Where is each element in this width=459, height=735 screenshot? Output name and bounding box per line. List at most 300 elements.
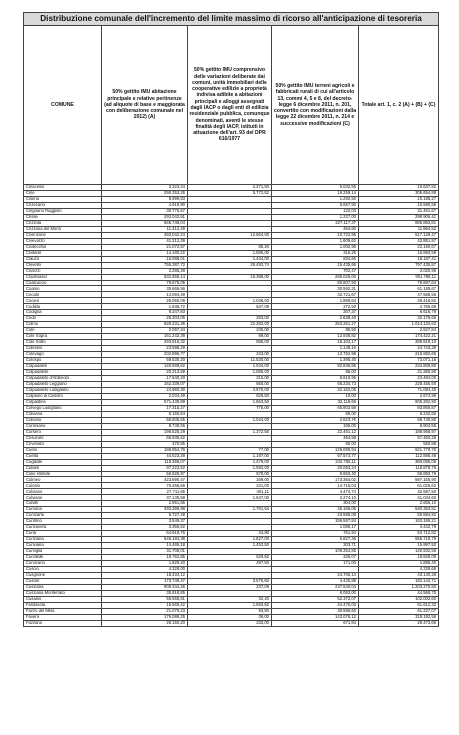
col-a-cell: 24.960,30: [102, 387, 188, 393]
col-a-cell: 56.625,97: [102, 471, 188, 477]
col-a-cell: 4.919,90: [102, 202, 188, 208]
comune-cell: Cugiliate: [24, 459, 102, 465]
total-cell: 360.085,06: [359, 459, 439, 465]
comune-cell: Crisucolo: [24, 435, 102, 441]
total-cell: 174.422,21: [359, 334, 439, 340]
col-c-cell: 171,00: [272, 561, 359, 567]
col-a-cell: 14.180,22: [102, 250, 188, 256]
comune-cell: Codo: [24, 316, 102, 322]
total-cell: 886.862,81: [359, 220, 439, 226]
col-b-cell: 1.044,00: [188, 364, 272, 370]
total-cell: 32.587,50: [359, 489, 439, 495]
col-c-cell: 80,00: [272, 441, 359, 447]
col-c-cell: 19.259,14: [272, 190, 359, 196]
comune-cell: Colpadaleto d'Abbinolo: [24, 376, 102, 382]
col-a-cell: 293.916,32: [102, 340, 188, 346]
total-cell: 47.588,56: [359, 292, 439, 298]
comune-cell: Curviglia: [24, 549, 102, 555]
col-a-cell: 186.854,76: [102, 447, 188, 453]
comune-cell: Clevello: [24, 262, 102, 268]
col-a-cell: 162.339,07: [102, 381, 188, 387]
col-c-cell: 85,00: [272, 370, 359, 376]
comune-cell: Culaire: [24, 465, 102, 471]
total-cell: 31.461,67: [359, 208, 439, 214]
comune-cell: Crizzola: [24, 220, 102, 226]
col-b-cell: 1.663,50: [188, 399, 272, 405]
col-c-cell: 42.162,05: [272, 387, 359, 393]
total-cell: 4.328,66: [359, 567, 439, 573]
comune-cell: Colospo: [24, 358, 102, 364]
col-a-cell: 4.328,00: [102, 567, 188, 573]
col-a-cell: 3.356,62: [102, 525, 188, 531]
col-c-cell: 43.585,06: [272, 513, 359, 519]
col-c-cell: 52.372,07: [272, 596, 359, 602]
total-cell: 550,86: [359, 441, 439, 447]
total-cell: 61.185,67: [359, 286, 439, 292]
total-cell: 2.527,84: [359, 328, 439, 334]
col-c-cell: 272,50: [272, 304, 359, 310]
total-cell: 540.353,51: [359, 507, 439, 513]
comune-cell: Coalcuccio: [24, 280, 102, 286]
total-cell: 1.885,40: [359, 561, 439, 567]
comune-cell: Curvibolli: [24, 555, 102, 561]
col-a-cell: 293.042,81: [102, 214, 188, 220]
comune-cell: Coroniano: [24, 423, 102, 429]
total-cell: 58.892,79: [359, 471, 439, 477]
col-c-cell: 20.063,24: [272, 465, 359, 471]
col-a-cell: 493.399,98: [102, 507, 188, 513]
col-b-cell: 595,00: [188, 340, 272, 346]
col-c-cell: 316,25: [272, 250, 359, 256]
total-cell: 19.828,09: [359, 555, 439, 561]
comune-cell: Cocieri: [24, 298, 102, 304]
total-cell: 163.186,21: [359, 519, 439, 525]
col-b-cell: 1.434,00: [188, 256, 272, 262]
total-cell: 59.740,80: [359, 417, 439, 423]
col-a-cell: 18.762,85: [102, 555, 188, 561]
comune-cell: Cusanio: [24, 596, 102, 602]
col-a-cell: 11.412,49: [102, 226, 188, 232]
total-cell: 299.906,41: [359, 214, 439, 220]
total-cell: 102.002,60: [359, 596, 439, 602]
col-b-cell: 1.585,00: [188, 250, 272, 256]
col-a-cell: 176.086,25: [102, 614, 188, 620]
title-row: [24, 13, 439, 26]
header-comune: COMUNE: [24, 26, 102, 185]
col-c-cell: 237.540,04: [272, 584, 359, 590]
comune-cell: Cusgnone: [24, 572, 102, 578]
header-row: [24, 26, 439, 185]
col-b-cell: 3.575,60: [188, 578, 272, 584]
col-b-cell: 1.453,50: [188, 543, 272, 549]
total-cell: 43.140,26: [359, 572, 439, 578]
total-cell: 140.932,56: [359, 549, 439, 555]
col-a-cell: 565.748,04: [102, 220, 188, 226]
col-b-cell: 215,00: [188, 376, 272, 382]
col-c-cell: 13.752,98: [272, 352, 359, 358]
comune-cell: Cusziana Monferrato: [24, 590, 102, 596]
total-cell: 23.484,00: [359, 376, 439, 382]
col-b-cell: 245,00: [188, 328, 272, 334]
col-b-cell: 1.550,50: [188, 602, 272, 608]
col-a-cell: 27.711,65: [102, 489, 188, 495]
col-c-cell: 1.869,64: [272, 298, 359, 304]
col-a-cell: 1.846,72: [102, 304, 188, 310]
col-a-cell: 8.347,83: [102, 310, 188, 316]
col-c-cell: 67.573,77: [272, 453, 359, 459]
col-c-cell: 761,94: [272, 531, 359, 537]
comune-cell: Codilda: [24, 304, 102, 310]
col-a-cell: 78.675,05: [102, 280, 188, 286]
comune-cell: Cocalo: [24, 292, 102, 298]
col-c-cell: 227.117,37: [272, 220, 359, 226]
col-c-cell: 30.586,60: [272, 608, 359, 614]
col-b-cell: 626,50: [188, 393, 272, 399]
col-a-cell: 906.344,46: [102, 584, 188, 590]
col-b-cell: 1.197,00: [188, 453, 272, 459]
col-c-cell: 702,47: [272, 268, 359, 274]
col-a-cell: 41.212,39: [102, 238, 188, 244]
col-c-cell: 1.227,00: [272, 214, 359, 220]
col-a-cell: 2.951,65: [102, 501, 188, 507]
comune-cell: Cusziana: [24, 584, 102, 590]
col-c-cell: 671,84: [272, 620, 359, 626]
col-c-cell: 60.807,93: [272, 280, 359, 286]
total-cell: 605.282,90: [359, 399, 439, 405]
col-b-cell: 4.870,00: [188, 387, 272, 393]
col-c-cell: 159.567,84: [272, 519, 359, 525]
total-cell: 306.654,89: [359, 190, 439, 196]
total-cell: 2.655,10: [359, 501, 439, 507]
col-a-cell: 30.775,57: [102, 208, 188, 214]
comune-cell: Culmeo: [24, 477, 102, 483]
col-a-cell: 3.323,44: [102, 185, 188, 191]
col-b-cell: 34,90: [188, 531, 272, 537]
header-col-b: 50% gettito IMU comprensivo delle variazioni deliberate dai comuni, unità immobiliari delle cooperative edilizie a proprietà indivisa adibite a abitazioni principali e alloggi assegnati dagli IACP o dagli enti di edilizia residenziale pubblica, comunque denominati, aventi le stesse finalità degli IACP, istituiti in attuazione dell'art. 93 del DPR 616/1977: [188, 26, 272, 185]
col-c-cell: 1.395,40: [272, 358, 359, 364]
col-b-cell: 11.530,00: [188, 358, 272, 364]
col-b-cell: 89,00: [188, 334, 272, 340]
col-c-cell: 143.076,12: [272, 614, 359, 620]
comune-cell: Cumzarte: [24, 513, 102, 519]
col-b-cell: 12.564,00: [188, 232, 272, 238]
col-c-cell: 1.146,16: [272, 346, 359, 352]
col-c-cell: 12.938,82: [272, 334, 359, 340]
comune-cell: Culosio: [24, 483, 102, 489]
total-cell: 8.904,55: [359, 423, 439, 429]
col-a-cell: 755.387,72: [102, 262, 188, 268]
col-b-cell: 231,00: [188, 483, 272, 489]
total-cell: 71.084,45: [359, 387, 439, 393]
col-a-cell: 140.689,62: [102, 364, 188, 370]
col-b-cell: 1.627,00: [188, 537, 272, 543]
total-cell: 234.809,80: [359, 364, 439, 370]
col-a-cell: 26.150,20: [102, 620, 188, 626]
col-a-cell: 1.929,40: [102, 561, 188, 567]
total-cell: 10.590,56: [359, 202, 439, 208]
col-c-cell: 304,00: [272, 501, 359, 507]
col-a-cell: 202.896,77: [102, 352, 188, 358]
total-cell: 288.619,10: [359, 340, 439, 346]
col-a-cell: 29.303,05: [102, 316, 188, 322]
col-a-cell: 2.285,28: [102, 268, 188, 274]
col-c-cell: 226,07: [272, 555, 359, 561]
total-cell: 118.878,76: [359, 465, 439, 471]
col-c-cell: 285.025,00: [272, 274, 359, 280]
total-cell: 11.864,52: [359, 226, 439, 232]
col-c-cell: 32.118,69: [272, 399, 359, 405]
col-b-cell: 1.647,00: [188, 495, 272, 501]
total-cell: 15.997,50: [359, 543, 439, 549]
total-cell: 64.712,82: [359, 531, 439, 537]
total-cell: 3.020,95: [359, 268, 439, 274]
comune-cell: Cirie: [24, 190, 102, 196]
table-row: [24, 620, 439, 626]
col-a-cell: 14.465,18: [102, 543, 188, 549]
col-c-cell: 2.623,76: [272, 417, 359, 423]
comune-cell: Codigna: [24, 310, 102, 316]
comune-cell: Colevago: [24, 352, 102, 358]
col-c-cell: 65.802,58: [272, 405, 359, 411]
col-c-cell: 45.166,06: [272, 507, 359, 513]
col-a-cell: 626.231,36: [102, 322, 188, 328]
total-cell: 29.473,66: [359, 620, 439, 626]
col-a-cell: 66.835,62: [102, 435, 188, 441]
col-c-cell: 126.080,94: [272, 447, 359, 453]
total-cell: 1.014.134,63: [359, 322, 439, 328]
col-a-cell: 8.749,55: [102, 423, 188, 429]
col-b-cell: 293,00: [188, 316, 272, 322]
comune-cell: Cirignano Raggiolo: [24, 208, 102, 214]
comune-cell: Cole Sopra: [24, 334, 102, 340]
comune-cell: Colviana: [24, 411, 102, 417]
col-a-cell: 571.439,89: [102, 399, 188, 405]
total-cell: 73.071,16: [359, 358, 439, 364]
col-b-cell: 497,50: [188, 561, 272, 567]
col-c-cell: 32.721,67: [272, 292, 359, 298]
total-cell: 32.176,65: [359, 316, 439, 322]
comune-cell: Colvego Lodigliano: [24, 405, 102, 411]
col-a-cell: 423.690,47: [102, 477, 188, 483]
col-c-cell: 5.042,55: [272, 185, 359, 191]
total-cell: 50.594,92: [359, 513, 439, 519]
total-cell: 188.958,97: [359, 429, 439, 435]
col-c-cell: 10.722,95: [272, 232, 359, 238]
comune-cell: Culvilli: [24, 501, 102, 507]
col-a-cell: 20.213,59: [102, 370, 188, 376]
col-b-cell: 775,00: [188, 405, 272, 411]
comune-cell: Fazzano: [24, 620, 102, 626]
comune-cell: Culviane: [24, 495, 102, 501]
col-a-cell: 17.540,20: [102, 376, 188, 382]
spreadsheet: [23, 12, 438, 627]
col-c-cell: 92.936,85: [272, 364, 359, 370]
col-b-cell: 237,09: [188, 584, 272, 590]
comune-cell: Curiviana: [24, 543, 102, 549]
col-c-cell: 303,71: [272, 543, 359, 549]
col-c-cell: 30.592,31: [272, 286, 359, 292]
col-c-cell: 464,58: [272, 435, 359, 441]
col-a-cell: 21.072,87: [102, 244, 188, 250]
total-cell: 517.129,47: [359, 232, 439, 238]
comune-cell: Crizezano: [24, 202, 102, 208]
total-cell: 10.637,82: [359, 185, 439, 191]
total-cell: 319.192,56: [359, 614, 439, 620]
comune-cell: Curiziana: [24, 537, 102, 543]
col-c-cell: 1.292,50: [272, 196, 359, 202]
col-a-cell: 35.918,85: [102, 590, 188, 596]
comune-cell: Clivrizzi: [24, 268, 102, 274]
comune-cell: Cunzavera: [24, 525, 102, 531]
col-b-cell: 16.386,00: [188, 274, 272, 280]
col-a-cell: 21.076,23: [102, 608, 188, 614]
col-a-cell: 97.223,52: [102, 465, 188, 471]
col-c-cell: 14.715,04: [272, 483, 359, 489]
col-b-cell: 401,11: [188, 489, 272, 495]
total-cell: 6.242,60: [359, 411, 439, 417]
comune-cell: Crizzana del Monti: [24, 226, 102, 232]
comune-cell: Corsero: [24, 429, 102, 435]
table-body: [24, 185, 439, 627]
col-a-cell: 64.918,76: [102, 531, 188, 537]
header-col-a: 50% gettito IMU abitazione principale e relative pertinenze (ad aliquote di base e maggiorata con deliberazione comunale nel 2012) (A): [102, 26, 188, 185]
col-b-cell: 36,00: [188, 614, 272, 620]
col-b-cell: 243,00: [188, 352, 272, 358]
comune-cell: Cuscio: [24, 567, 102, 573]
col-c-cell: 242.765,11: [272, 459, 359, 465]
col-a-cell: 56.605,55: [102, 417, 188, 423]
col-b-cell: 22.282,00: [188, 322, 272, 328]
col-c-cell: 22.461,12: [272, 429, 359, 435]
col-c-cell: 173.364,02: [272, 477, 359, 483]
comune-cell: Cole: [24, 328, 102, 334]
col-a-cell: 161.242,39: [102, 334, 188, 340]
total-cell: 24.743,39: [359, 346, 439, 352]
col-b-cell: 5.772,52: [188, 190, 272, 196]
col-c-cell: 109.254,85: [272, 549, 359, 555]
comune-cell: Curia: [24, 531, 102, 537]
col-a-cell: 16.088,01: [102, 256, 188, 262]
comune-cell: Culie Valsole: [24, 471, 102, 477]
total-cell: 921.770,70: [359, 447, 439, 453]
col-a-cell: 632.659,14: [102, 274, 188, 280]
col-c-cell: 15.435,66: [272, 262, 359, 268]
comune-cell: Clodimasel: [24, 274, 102, 280]
col-b-cell: 1.086,00: [188, 370, 272, 376]
comune-cell: Colvano: [24, 417, 102, 423]
distribution-table: [23, 12, 439, 627]
comune-cell: Clauzo: [24, 256, 102, 262]
col-c-cell: 834,60: [272, 256, 359, 262]
total-cell: 2.674,99: [359, 393, 439, 399]
comune-cell: Curvicano: [24, 561, 102, 567]
total-cell: 228.455,50: [359, 381, 439, 387]
col-a-cell: 37.135,58: [102, 495, 188, 501]
col-c-cell: 263.251,27: [272, 322, 359, 328]
col-b-cell: 1.761,54: [188, 507, 272, 513]
col-a-cell: 30.666,56: [102, 286, 188, 292]
total-cell: 797.435,87: [359, 262, 439, 268]
col-c-cell: 85,50: [272, 328, 359, 334]
col-c-cell: 5.610,95: [272, 376, 359, 382]
col-b-cell: 93,50: [188, 608, 272, 614]
col-a-cell: 6.150,64: [102, 411, 188, 417]
col-c-cell: 4.425,88: [272, 578, 359, 584]
total-cell: 4.442,79: [359, 525, 439, 531]
header-total: Totale art. 1, c. 2 (A) + (B) + (C): [359, 26, 439, 185]
comune-cell: Civitecchio: [24, 244, 102, 250]
total-cell: 61.612,32: [359, 602, 439, 608]
comune-cell: Cusore: [24, 578, 102, 584]
col-c-cell: 8.053,00: [272, 590, 359, 596]
col-a-cell: 6.727,48: [102, 513, 188, 519]
col-b-cell: 232,00: [188, 620, 272, 626]
comune-cell: Civenzone: [24, 232, 102, 238]
col-b-cell: 169,00: [188, 477, 272, 483]
total-cell: 22.160,67: [359, 244, 439, 250]
col-a-cell: 2.097,34: [102, 328, 188, 334]
col-b-cell: 578,00: [188, 471, 272, 477]
header-col-c: 50% gettito IMU terreni agricoli e fabbricati rurali di cui all'articolo 13, commi 4, 5 e 8, del decreto-legge 6 dicembre 2011, n. 201, convertito con modificazioni dalla legge 22 dicembre 2011, n. 214 e successive modificazioni (C): [272, 26, 359, 185]
total-cell: 2.765,69: [359, 304, 439, 310]
total-cell: 78.887,64: [359, 280, 439, 286]
col-b-cell: 650,00: [188, 381, 272, 387]
total-cell: 44.568,75: [359, 590, 439, 596]
col-c-cell: 44.476,03: [272, 602, 359, 608]
total-cell: 597.155,90: [359, 477, 439, 483]
total-cell: 216.882,65: [359, 352, 439, 358]
col-c-cell: 1.002,95: [272, 244, 359, 250]
comune-cell: Coamo: [24, 286, 102, 292]
comune-cell: Colpadaleto Lodigliano: [24, 387, 102, 393]
col-c-cell: 15.104,17: [272, 340, 359, 346]
col-a-cell: 15.565,42: [102, 602, 188, 608]
col-a-cell: 31.708,01: [102, 549, 188, 555]
col-a-cell: 115.366,07: [102, 459, 188, 465]
col-b-cell: 1.476,00: [188, 459, 272, 465]
col-b-cell: 1.592,00: [188, 465, 272, 471]
comune-cell: Colpaldine: [24, 399, 102, 405]
col-a-cell: 290.353,26: [102, 190, 188, 196]
col-a-cell: 44.523,29: [102, 453, 188, 459]
col-b-cell: 26.493,74: [188, 262, 272, 268]
col-b-cell: 1.044,00: [188, 417, 272, 423]
total-cell: 901.788,11: [359, 274, 439, 280]
comune-cell: Colplano di Castoro: [24, 393, 102, 399]
total-cell: 41.044,60: [359, 495, 439, 501]
total-cell: 1.203.275,50: [359, 584, 439, 590]
comune-cell: Culviano: [24, 489, 102, 495]
comune-cell: Civevarzo: [24, 238, 102, 244]
table-title: Distribuzione comunale dell'incremento del limite massimo di ricorso all'anticipazione di tesoreria: [24, 13, 439, 26]
col-a-cell: 56.558,81: [102, 596, 188, 602]
comune-cell: Fasitavola: [24, 602, 102, 608]
col-b-cell: 2.271,50: [188, 185, 272, 191]
col-c-cell: 5.653,40: [272, 471, 359, 477]
col-c-cell: 5.657,50: [272, 202, 359, 208]
col-a-cell: 76.456,66: [102, 483, 188, 489]
comune-cell: Colesino: [24, 346, 102, 352]
total-cell: 61.227,07: [359, 608, 439, 614]
comune-cell: Crisse: [24, 214, 102, 220]
total-cell: 182.144,71: [359, 578, 439, 584]
col-c-cell: 2.639,40: [272, 316, 359, 322]
col-b-cell: 85,20: [188, 244, 272, 250]
comune-cell: Cumona: [24, 507, 102, 513]
comune-cell: Ciriacesio: [24, 185, 102, 191]
total-cell: 10.185,27: [359, 196, 439, 202]
comune-cell: Colpadaleto Leggiano: [24, 381, 102, 387]
